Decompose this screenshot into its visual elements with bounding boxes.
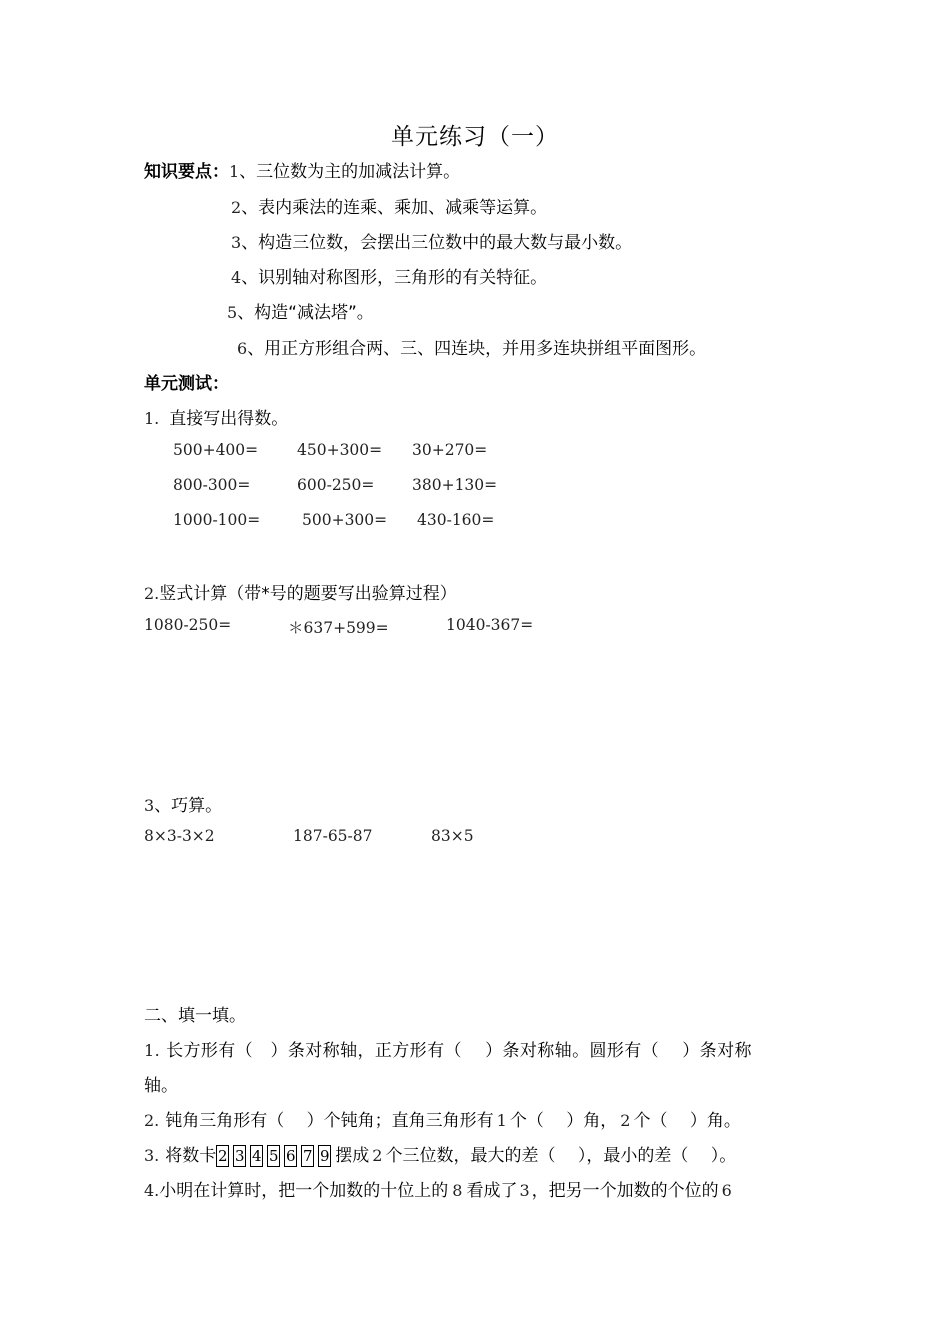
s2-q2-n1: 1 [496,1111,507,1130]
point-text: 、表内乘法的连乘、乘加、减乘等运算。 [241,198,548,218]
s2-q3-text: 摆成 [335,1146,370,1166]
s2-q3-text: 个三位数，最大的差（ ），最小的差（ ）。 [385,1146,737,1166]
q1-heading [144,404,288,429]
knowledge-point-3 [231,228,632,253]
s2-q3-n1: 2 [372,1146,383,1165]
s2-q2-number: 2. [144,1111,160,1130]
point-text: 、三位数为主的加减法计算。 [239,162,461,182]
q1-r3-c1: 1000-100= [173,511,261,529]
q1-r2-c3: 380+130= [412,476,498,494]
q3-number: 3 [144,796,155,815]
q1-r1-c3: 30+270= [412,441,488,459]
s2-q4-number: 4. [144,1181,160,1200]
q2-item-1: 1080-250= [144,616,232,634]
point-number: 4 [231,268,242,287]
q1-title: 直接写出得数。 [169,409,289,429]
point-number: 1 [229,162,240,181]
s2-q2-text: 个（ ）角。 [633,1111,741,1131]
number-card: 4 [251,1147,262,1165]
s2-q2-n2: 2 [620,1111,631,1130]
s2-q2-text: 个（ ）角， [509,1111,618,1131]
point-text: 、识别轴对称图形，三角形的有关特征。 [241,268,548,288]
point-text: 、用正方形组合两、三、四连块，并用多连块拼组平面图形。 [247,339,707,359]
number-card: 9 [319,1147,330,1165]
section2-heading: 二、填一填。 [144,1006,246,1026]
q3-heading [144,791,222,816]
s2-q3 [144,1141,736,1167]
knowledge-point-4 [231,263,547,288]
s2-q1-line2: 轴。 [144,1076,178,1096]
q1-r3-c2: 500+300= [302,511,388,529]
q2-item-3: 1040-367= [446,616,534,634]
s2-q1-text: 长方形有（ ）条对称轴，正方形有（ ）条对称轴。圆形有（ ）条对称 [166,1041,752,1061]
knowledge-point-5 [227,298,374,323]
s2-q2-text: 钝角三角形有（ ）个钝角；直角三角形有 [165,1111,494,1131]
q2-heading [144,579,457,604]
knowledge-label: 知识要点： [144,162,229,182]
s2-q3-number: 3. [144,1146,160,1165]
knowledge-point-6 [237,334,706,359]
knowledge-point-2 [231,193,547,218]
number-cards [216,1145,335,1167]
s2-q4 [144,1176,732,1201]
s2-q3-text: 将数卡 [165,1146,217,1166]
s2-q4-n2: 3 [519,1181,530,1200]
page-title: 单元练习（一） [391,124,559,150]
q1-r3-c3: 430-160= [417,511,495,529]
number-card: 7 [302,1147,313,1165]
s2-q2 [144,1106,741,1131]
q3-item-3: 83×5 [431,827,474,845]
s2-q4-n3: 6 [721,1181,732,1200]
point-number: 3 [231,233,242,252]
unit-test-heading: 单元测试： [144,374,229,394]
q3-item-2: 187-65-87 [293,827,373,845]
s2-q4-text: 看成了 [466,1181,518,1201]
q1-r2-c1: 800-300= [173,476,251,494]
knowledge-point-1 [144,157,460,182]
s2-q1-line1 [144,1036,752,1061]
q3-item-1: 8×3-3×2 [144,827,215,845]
point-number: 6 [237,339,248,358]
q3-title: 、巧算。 [154,796,223,816]
point-number: 5 [227,303,238,322]
point-number: 2 [231,198,242,217]
q1-r2-c2: 600-250= [297,476,375,494]
s2-q4-text: ，把另一个加数的个位的 [531,1181,719,1201]
s2-q4-text: 小明在计算时，把一个加数的十位上的 [159,1181,449,1201]
q2-title: 竖式计算（带*号的题要写出验算过程） [159,584,457,604]
number-card: 2 [217,1147,228,1165]
point-text: 、构造“减法塔”。 [237,303,374,323]
q2-item-2: ＊637+599= [288,619,389,637]
number-card: 5 [268,1147,279,1165]
point-text: 、构造三位数，会摆出三位数中的最大数与最小数。 [241,233,633,253]
number-card: 6 [285,1147,296,1165]
q1-r1-c1: 500+400= [173,441,259,459]
q1-number: 1. [144,409,160,428]
number-card: 3 [234,1147,245,1165]
q1-r1-c2: 450+300= [297,441,383,459]
s2-q4-n1: 8 [452,1181,463,1200]
q2-number: 2. [144,584,160,603]
s2-q1-number: 1. [144,1041,161,1060]
